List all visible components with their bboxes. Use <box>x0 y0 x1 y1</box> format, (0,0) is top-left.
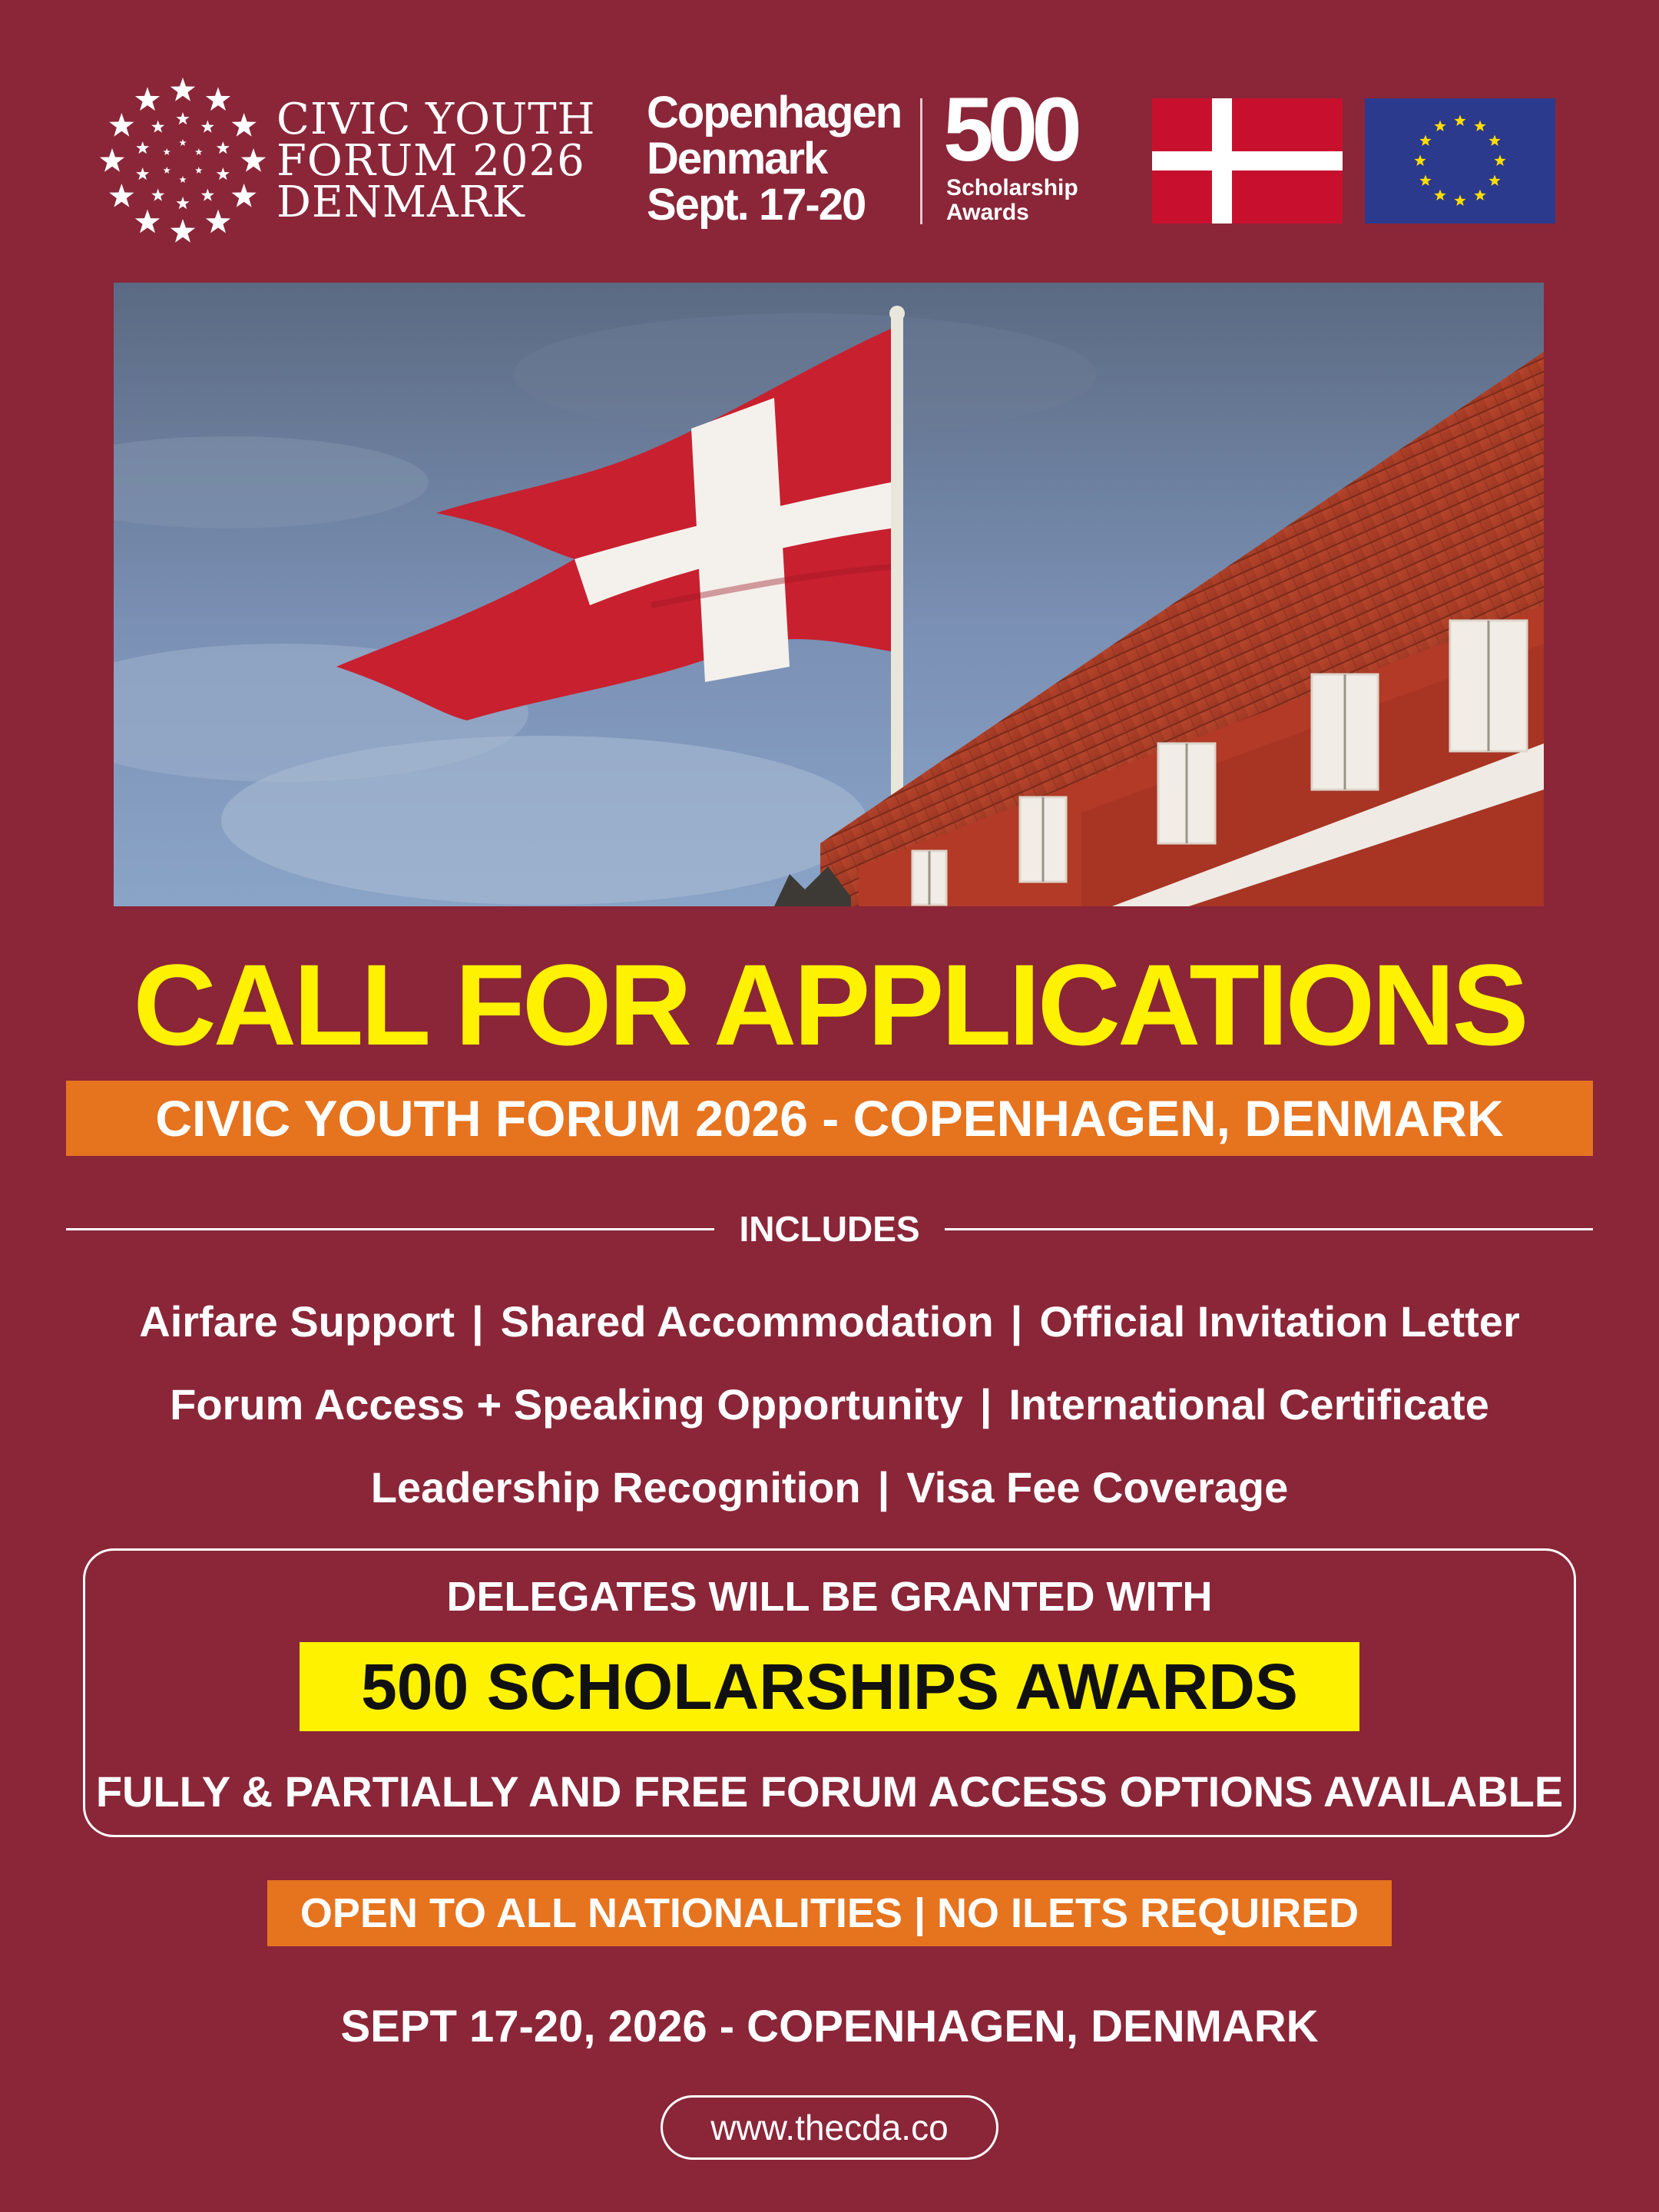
logo-star <box>206 210 230 233</box>
benefit-item: Leadership Recognition <box>370 1463 861 1512</box>
includes-row <box>0 1295 1659 1349</box>
logo-text-line-2: FORUM 2026 <box>276 136 585 186</box>
logo-star <box>217 141 230 154</box>
date-location: SEPT 17-20, 2026 - COPENHAGEN, DENMARK <box>340 2002 1319 2051</box>
includes-row <box>0 1461 1659 1515</box>
logo-star <box>201 188 214 200</box>
eu-flag-icon <box>1365 98 1555 224</box>
benefit-separator: | <box>877 1463 890 1512</box>
logo-star <box>171 78 195 101</box>
benefit-separator: | <box>471 1297 484 1346</box>
benefit-item: International Certificate <box>1008 1380 1489 1429</box>
logo-star <box>171 219 195 243</box>
forum-logo-stars-icon <box>98 77 267 246</box>
includes-rule-right <box>945 1228 1593 1230</box>
header-city: Copenhagen <box>647 88 902 137</box>
benefit-item: Shared Accommodation <box>500 1297 994 1346</box>
logo-star <box>179 139 187 146</box>
includes-label: INCLUDES <box>739 1209 920 1249</box>
grant-intro: DELEGATES WILL BE GRANTED WITH <box>446 1574 1213 1620</box>
header-divider <box>920 98 922 224</box>
eligibility-text: OPEN TO ALL NATIONALITIES | NO ILETS REQUIRED <box>300 1890 1359 1936</box>
main-title: CALL FOR APPLICATIONS <box>133 940 1526 1069</box>
logo-star <box>176 112 189 124</box>
grant-options: FULLY & PARTIALLY AND FREE FORUM ACCESS OPTIONS AVAILABLE <box>95 1767 1564 1816</box>
header-dates: Sept. 17-20 <box>647 180 866 230</box>
logo-star <box>217 167 230 180</box>
benefit-separator: | <box>1010 1297 1023 1346</box>
logo-star <box>195 148 203 155</box>
includes-row <box>0 1378 1659 1432</box>
logo-star <box>109 113 134 137</box>
website-link[interactable]: www.thecda.co <box>710 2108 949 2147</box>
logo-star <box>232 184 257 207</box>
logo-star <box>241 148 266 172</box>
logo-star <box>135 87 160 111</box>
includes-rule-left <box>66 1228 714 1230</box>
subtitle-text: CIVIC YOUTH FORUM 2026 - COPENHAGEN, DENMARK <box>155 1090 1504 1147</box>
logo-star <box>163 148 171 155</box>
benefit-separator: | <box>979 1380 992 1429</box>
benefit-item: Airfare Support <box>139 1297 455 1346</box>
awards-label-line-2: Awards <box>946 200 1029 225</box>
scholarships-highlight-text: 500 SCHOLARSHIPS AWARDS <box>361 1651 1298 1723</box>
logo-star <box>195 167 203 174</box>
logo-star <box>109 184 134 207</box>
logo-star <box>232 113 257 137</box>
logo-star <box>176 197 189 209</box>
logo-star <box>151 121 164 133</box>
header-country: Denmark <box>647 134 827 184</box>
logo-star <box>135 210 160 233</box>
logo-star <box>179 176 187 183</box>
logo-star <box>163 167 171 174</box>
logo-star <box>136 141 149 154</box>
awards-label-line-1: Scholarship <box>946 175 1078 200</box>
logo-star <box>201 121 214 133</box>
logo-star <box>136 167 149 180</box>
logo-text-line-1: CIVIC YOUTH <box>276 94 596 144</box>
awards-number: 500 <box>943 79 1076 180</box>
logo-star <box>206 87 230 111</box>
logo-star <box>151 188 164 200</box>
benefit-item: Visa Fee Coverage <box>906 1463 1289 1512</box>
logo-star <box>100 148 124 172</box>
benefit-item: Official Invitation Letter <box>1039 1297 1520 1346</box>
benefit-item: Forum Access + Speaking Opportunity <box>170 1380 963 1429</box>
logo-text-line-3: DENMARK <box>276 177 525 227</box>
hero-photo-danish-flag <box>114 283 1544 906</box>
denmark-flag-icon <box>1152 98 1343 224</box>
